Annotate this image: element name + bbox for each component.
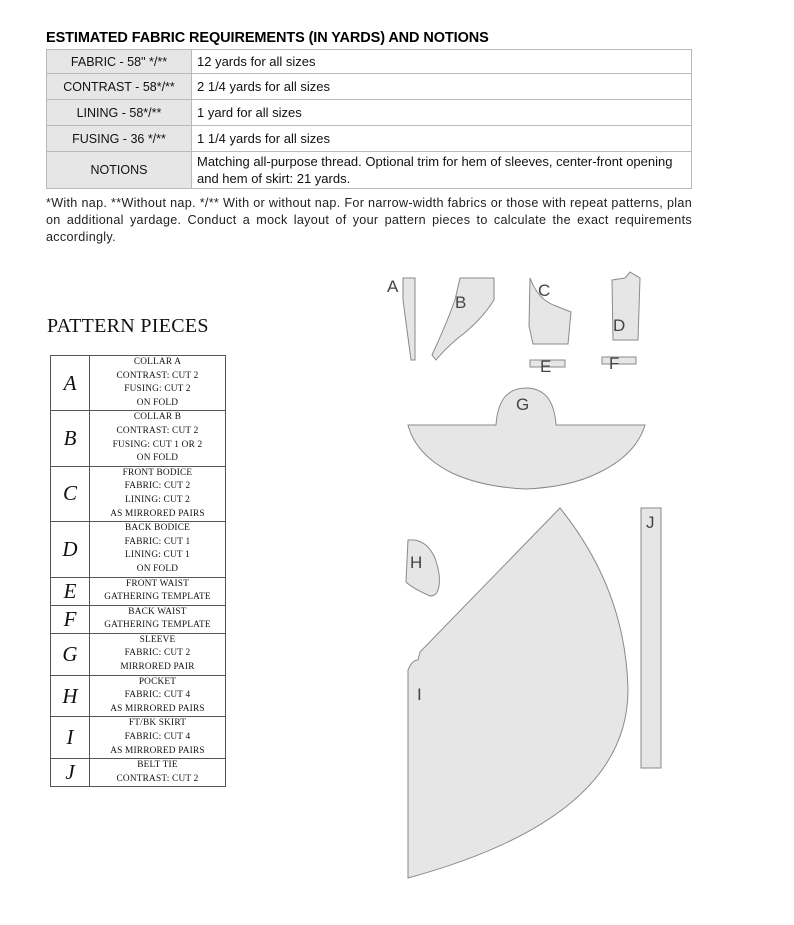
piece-label-b: B	[455, 293, 467, 312]
piece-line: LINING: CUT 1	[125, 550, 190, 561]
piece-letter: J	[51, 759, 90, 787]
notions-line: Matching all-purpose thread. Optional trim for hem of sleeves, center-front opening	[197, 154, 673, 169]
piece-letter: D	[51, 522, 90, 577]
piece-letter: H	[51, 675, 90, 717]
notions-label: NOTIONS	[47, 152, 192, 189]
piece-label-c: C	[538, 281, 551, 300]
piece-line: ON FOLD	[136, 563, 179, 574]
piece-line: FRONT WAIST	[125, 578, 190, 589]
fabric-row-label: FUSING - 36 */**	[47, 126, 192, 152]
fabric-row-value: 12 yards for all sizes	[192, 50, 692, 74]
piece-line: GATHERING TEMPLATE	[104, 592, 211, 603]
piece-letter: A	[51, 356, 90, 411]
piece-j-shape	[641, 508, 661, 768]
piece-label-h: H	[410, 553, 423, 572]
piece-label-a: A	[387, 277, 399, 296]
piece-label-e: E	[540, 357, 552, 376]
piece-line: FABRIC: CUT 4	[124, 690, 191, 701]
piece-letter: I	[51, 717, 90, 759]
piece-line: GATHERING TEMPLATE	[104, 620, 211, 631]
piece-line: COLLAR A	[133, 357, 182, 367]
piece-label-f: F	[609, 354, 620, 373]
piece-line: AS MIRRORED PAIRS	[110, 745, 205, 756]
fabric-requirements-title: ESTIMATED FABRIC REQUIREMENTS (IN YARDS) AND NOTIONS	[46, 30, 489, 46]
piece-line: FUSING: CUT 1 OR 2	[112, 439, 203, 450]
piece-line: CONTRAST: CUT 2	[116, 773, 199, 784]
piece-line: FABRIC: CUT 2	[124, 648, 191, 659]
piece-line: ON FOLD	[136, 397, 179, 408]
fabric-row-label: CONTRAST - 58*/**	[47, 74, 192, 100]
piece-line: COLLAR B	[133, 412, 182, 423]
fabric-row-label: FABRIC - 58" */**	[47, 50, 192, 74]
piece-letter: G	[51, 633, 90, 675]
piece-line: BELT TIE	[137, 760, 178, 771]
fabric-row-value: 1 1/4 yards for all sizes	[192, 126, 692, 152]
fabric-row-value: 1 yard for all sizes	[192, 100, 692, 126]
piece-label-g: G	[516, 395, 530, 414]
piece-line: AS MIRRORED PAIRS	[110, 508, 205, 519]
piece-line: FRONT BODICE	[122, 467, 193, 478]
piece-line: BACK BODICE	[125, 523, 190, 534]
piece-line: AS MIRRORED PAIRS	[110, 703, 205, 714]
piece-i-shape	[408, 508, 628, 878]
piece-letter: C	[51, 466, 90, 521]
piece-line: FT/BK SKIRT	[128, 718, 187, 729]
piece-line: FABRIC: CUT 4	[124, 732, 191, 743]
piece-line: BACK WAIST	[128, 606, 187, 617]
pattern-pieces-title: PATTERN PIECES	[47, 315, 209, 337]
piece-label-i: I	[417, 685, 422, 704]
piece-letter: E	[51, 577, 90, 605]
fabric-row-value: 2 1/4 yards for all sizes	[192, 74, 692, 100]
piece-b-shape	[432, 278, 494, 360]
piece-line: FUSING: CUT 2	[124, 384, 191, 395]
piece-line: LINING: CUT 2	[125, 494, 190, 505]
piece-a-shape	[403, 278, 415, 360]
piece-line: FABRIC: CUT 2	[124, 481, 191, 492]
piece-letter: B	[51, 411, 90, 466]
piece-line: CONTRAST: CUT 2	[116, 370, 199, 381]
piece-line: POCKET	[138, 676, 177, 687]
piece-line: SLEEVE	[139, 634, 176, 645]
piece-line: FABRIC: CUT 1	[124, 536, 191, 547]
piece-label-d: D	[613, 316, 626, 335]
piece-letter: F	[51, 605, 90, 633]
notions-line: and hem of skirt: 21 yards.	[197, 171, 351, 186]
nap-footnote: *With nap. **Without nap. */** With or without nap. For narrow-width fabrics or those with repeat patterns, plan on additional yardage. Conduct a mock layout of your pattern pieces to calculate the exact requirements accordingly.	[46, 196, 692, 244]
piece-line: CONTRAST: CUT 2	[116, 425, 199, 436]
fabric-row-label: LINING - 58*/**	[47, 100, 192, 126]
piece-line: ON FOLD	[136, 453, 179, 464]
piece-line: MIRRORED PAIR	[120, 662, 195, 673]
piece-label-j: J	[646, 513, 655, 532]
